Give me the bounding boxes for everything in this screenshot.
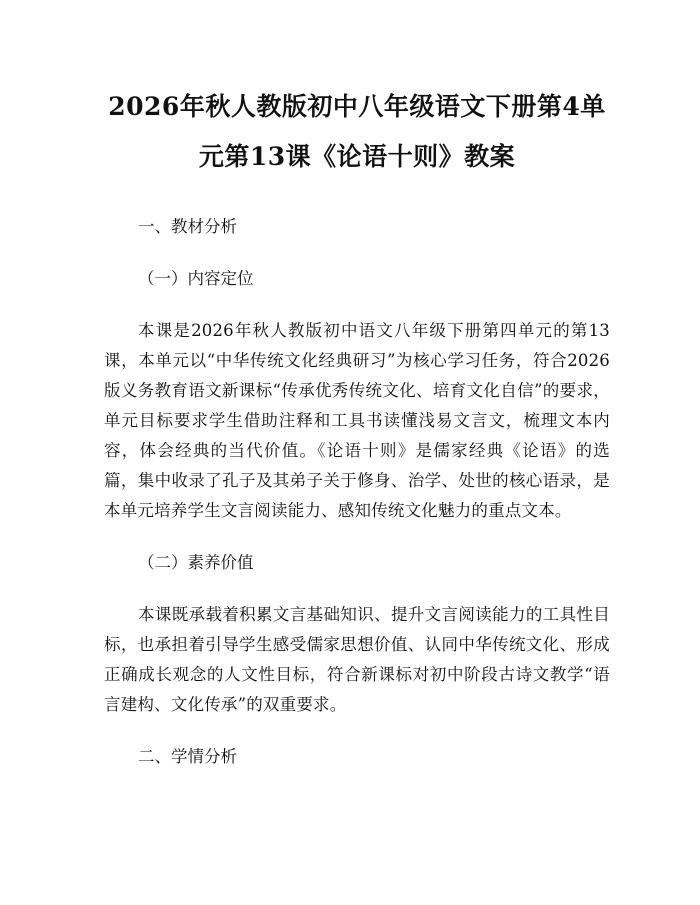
paragraph-literacy-value: 本课既承载着积累文言基础知识、提升文言阅读能力的工具性目标，也承担着引导学生感受儒家思想价值、认同中华传统文化、形成正确成长观念的人文性目标，符合新课标对初中阶段古诗文教学“语言建构、文化传承”的双重要求。 [104,605,610,714]
section-heading-textbook-analysis: 一、教材分析 [138,217,237,236]
subsection-heading-content-positioning: （一）内容定位 [138,269,254,288]
title-line-2: 元第13课《论语十则》教案 [198,142,516,171]
section-heading-student-analysis: 二、学情分析 [138,747,237,766]
title-line-1: 2026年秋人教版初中八年级语文下册第4单 [108,92,606,121]
document-title [104,82,610,182]
subsection-heading-literacy-value: （二）素养价值 [138,553,254,572]
paragraph-content-positioning: 本课是2026年秋人教版初中语文八年级下册第四单元的第13课，本单元以“中华传统文化经典研习”为核心学习任务，符合2026版义务教育语文新课标“传承优秀传统文化、培育文化自信”的要求，单元目标要求学生借助注释和工具书读懂浅易文言文，梳理文本内容，体会经典的当代价值。《论语十则》是儒家经典《论语》的选篇，集中收录了孔子及其弟子关于修身、治学、处世的核心语录，是本单元培养学生文言阅读能力、感知传统文化魅力的重点文本。 [104,321,610,520]
